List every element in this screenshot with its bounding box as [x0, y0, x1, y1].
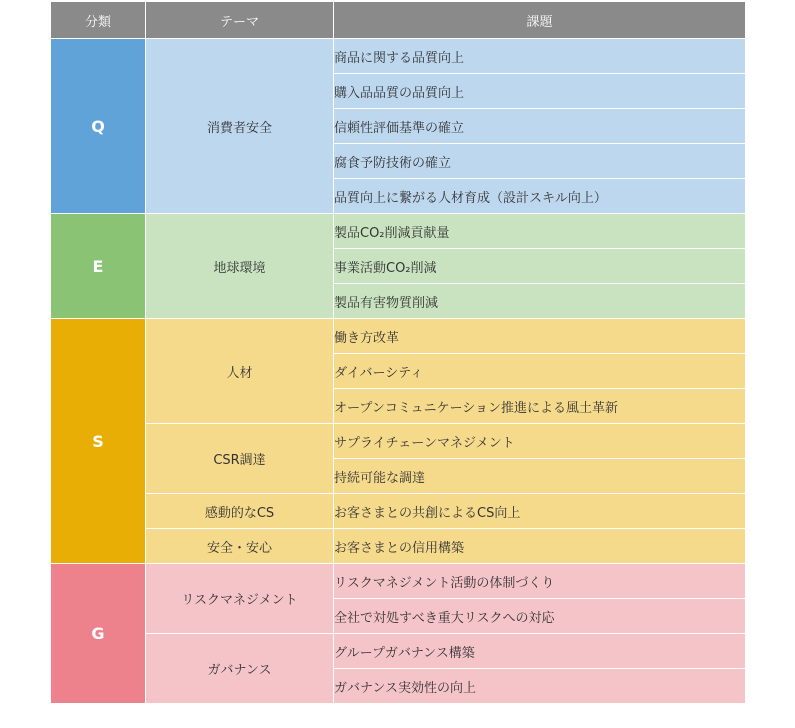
issue-cell: 品質向上に繋がる人材育成（設計スキル向上）: [334, 179, 746, 214]
issue-cell: ガバナンス実効性の向上: [334, 669, 746, 704]
issue-cell: 商品に関する品質向上: [334, 39, 746, 74]
theme-human-resources: 人材: [146, 319, 334, 424]
issue-cell: 信頼性評価基準の確立: [334, 109, 746, 144]
issue-cell: リスクマネジメント活動の体制づくり: [334, 564, 746, 599]
issue-cell: グループガバナンス構築: [334, 634, 746, 669]
theme-risk-management: リスクマネジメント: [146, 564, 334, 634]
issue-cell: お客さまとの共創によるCS向上: [334, 494, 746, 529]
header-issue: 課題: [334, 2, 746, 39]
table-row: [51, 634, 746, 669]
header-theme: テーマ: [146, 2, 334, 39]
theme-governance: ガバナンス: [146, 634, 334, 704]
table-row: [51, 494, 746, 529]
theme-consumer-safety: 消費者安全: [146, 39, 334, 214]
issue-cell: 購入品品質の品質向上: [334, 74, 746, 109]
table-row: [51, 424, 746, 459]
table-row: [51, 319, 746, 354]
theme-inspiring-cs: 感動的なCS: [146, 494, 334, 529]
header-category: 分類: [51, 2, 146, 39]
issue-cell: 働き方改革: [334, 319, 746, 354]
theme-global-environment: 地球環境: [146, 214, 334, 319]
issue-cell: 事業活動CO₂削減: [334, 249, 746, 284]
issue-cell: 製品有害物質削減: [334, 284, 746, 319]
table-row: [51, 214, 746, 249]
issue-cell: オープンコミュニケーション推進による風土革新: [334, 389, 746, 424]
header-row: [51, 2, 746, 39]
table-row: [51, 39, 746, 74]
issue-cell: 全社で対処すべき重大リスクへの対応: [334, 599, 746, 634]
issue-cell: サプライチェーンマネジメント: [334, 424, 746, 459]
esg-issues-table: [50, 1, 746, 704]
issue-cell: 製品CO₂削減貢献量: [334, 214, 746, 249]
table-row: [51, 529, 746, 564]
category-g: G: [51, 564, 146, 704]
category-e: E: [51, 214, 146, 319]
issue-cell: 持続可能な調達: [334, 459, 746, 494]
issue-cell: 腐食予防技術の確立: [334, 144, 746, 179]
theme-safety-security: 安全・安心: [146, 529, 334, 564]
table-row: [51, 564, 746, 599]
theme-csr-procurement: CSR調達: [146, 424, 334, 494]
category-q: Q: [51, 39, 146, 214]
issue-cell: お客さまとの信用構築: [334, 529, 746, 564]
category-s: S: [51, 319, 146, 564]
issue-cell: ダイバーシティ: [334, 354, 746, 389]
